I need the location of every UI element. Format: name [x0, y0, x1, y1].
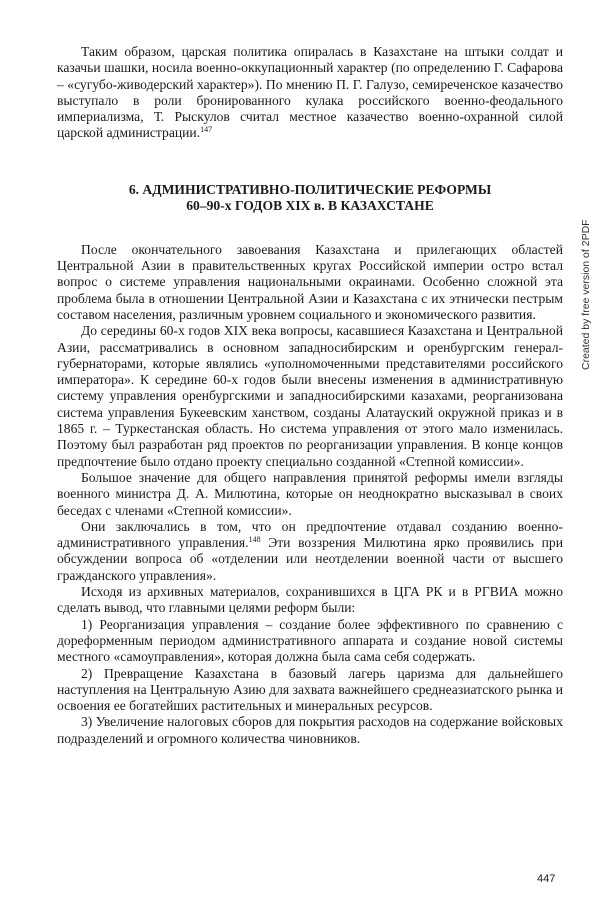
- page-content: [57, 44, 563, 747]
- paragraph-5: Исходя из архивных материалов, сохранившихся в ЦГА РК и в РГВИА можно сделать вывод, что главными целями реформ были:: [57, 584, 563, 616]
- list-item-3: 3) Увеличение налоговых сборов для покрытия расходов на содержание войсковых подразделений и огромного количества чиновников.: [57, 714, 563, 746]
- paragraph-2: До середины 60-х годов XIX века вопросы, касавшиеся Казахстана и Центральной Азии, рассматривались в основном западносибирским и оренбургским генерал-губернаторами, которые являлись «уполномоченными представителями российского императора». К середине 60-х годов были внесены изменения в административную систему управления оренбургскими и западносибирскими казахами, реорганизована система управления Букеевским ханством, созданы Алатауский окружной приказ и в 1865 г. – Туркестанская область. Но система управления от этого мало изменилась. Поэтому был разработан ряд проектов по реорганизации управления. В конце концов предпочтение было отдано проекту специально созданной «Степной комиссии».: [57, 323, 563, 469]
- section-title: [57, 182, 563, 215]
- paragraph-4-text-a: Они заключались в том, что он предпочтение отдавал созданию военно-административного управления.: [57, 518, 563, 551]
- intro-paragraph: [57, 44, 563, 142]
- list-item-1: 1) Реорганизация управления – создание более эффективного по сравнению с дореформенным периодом административного аппарата и создание новой системы местного «самоуправления», которая должна была сама себя содержать.: [57, 616, 563, 665]
- watermark: Created by free version of 2PDF: [580, 219, 592, 370]
- paragraph-1: После окончательного завоевания Казахстана и прилегающих областей Центральной Азии в правительственных кругах Российской империи остро встал вопрос о системе управления национальными окраинами. Особенно сложной эта проблема была в отношении Центральной Азии и Казахстана с их этнически пестрым составом населения, различным уровнем социального и экономического развития.: [57, 241, 563, 322]
- intro-text: Таким образом, царская политика опиралась в Казахстане на штыки солдат и казачьи шашки, носила военно-оккупационный характер (по определению Г. Сафарова – «сугубо-живодерский характер»). По мнению П. Г. Галузо, семиреченское казачество выступало в роли бронированного кулака российского военно-феодального империализма, Т. Рыскулов считал местное казачество военно-охранной силой царской администрации.: [57, 44, 563, 141]
- page-number: 447: [537, 873, 556, 885]
- section-title-line2: 60–90-х ГОДОВ XIX в. В КАЗАХСТАНЕ: [186, 198, 434, 214]
- footnote-ref-148: 148: [248, 535, 261, 545]
- paragraph-4-text-b: Эти воззрения Милютина ярко проявились при обсуждении вопроса об «отделении или неотделении военной части от высшего гражданского управления».: [57, 535, 563, 583]
- paragraph-3: Большое значение для общего направления принятой реформы имели взгляды военного министра Д. А. Милютина, которые он неоднократно высказывал в своих беседах с членами «Степной комиссии».: [57, 469, 563, 518]
- section-title-line1: 6. АДМИНИСТРАТИВНО-ПОЛИТИЧЕСКИЕ РЕФОРМЫ: [128, 181, 492, 197]
- footnote-ref-147: 147: [200, 125, 213, 135]
- list-item-2: 2) Превращение Казахстана в базовый лагерь царизма для дальнейшего наступления на Центральную Азию для захвата важнейшего среднеазиатского рынка и освоения ее богатейших растительных и минеральных ресурсов.: [57, 665, 563, 714]
- paragraph-4: [57, 519, 563, 584]
